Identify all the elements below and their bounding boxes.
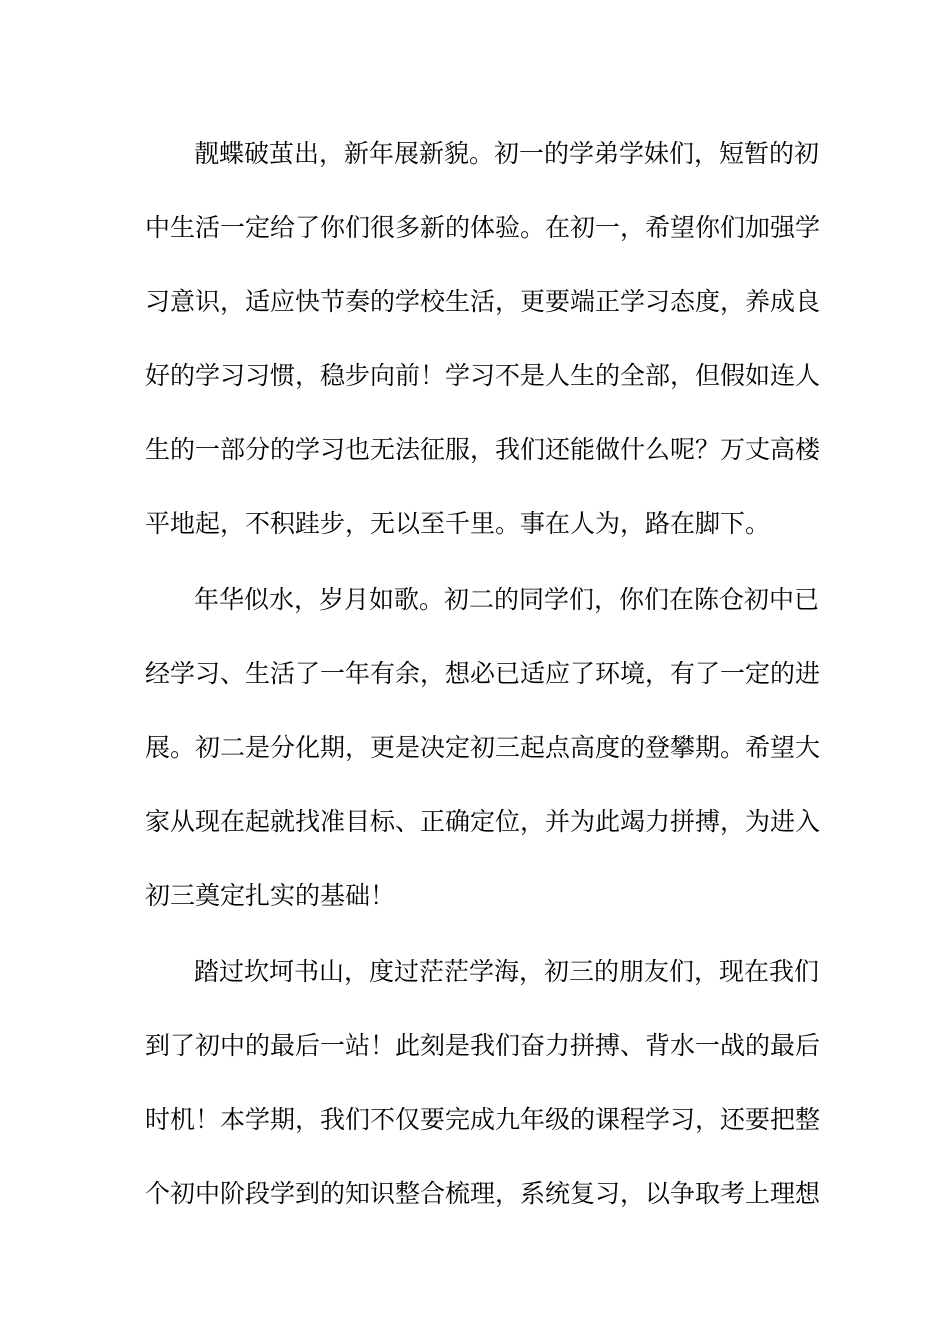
paragraph-2-line-1: 年华似水，岁月如歌。初二的同学们，你们在陈仓初中已 bbox=[194, 585, 820, 614]
paragraph-2-line-3: 展。初二是分化期，更是决定初三起点高度的登攀期。希望大 bbox=[145, 733, 821, 762]
paragraph-3-line-3: 时机！本学期，我们不仅要完成九年级的课程学习，还要把整 bbox=[145, 1105, 821, 1134]
paragraph-1-line-1: 靓蝶破茧出，新年展新貌。初一的学弟学妹们，短暂的初 bbox=[194, 139, 820, 168]
paragraph-2-line-4: 家从现在起就找准目标、正确定位，并为此竭力拼搏，为进入 bbox=[145, 807, 821, 836]
paragraph-3-line-2: 到了初中的最后一站！此刻是我们奋力拼搏、背水一战的最后 bbox=[145, 1031, 821, 1060]
paragraph-1-line-5: 生的一部分的学习也无法征服，我们还能做什么呢？万丈高楼 bbox=[145, 435, 821, 464]
paragraph-1-line-3: 习意识，适应快节奏的学校生活，更要端正学习态度，养成良 bbox=[145, 287, 821, 316]
paragraph-1-line-6: 平地起，不积跬步，无以至千里。事在人为，路在脚下。 bbox=[145, 509, 771, 538]
paragraph-2-line-2: 经学习、生活了一年有余，想必已适应了环境，有了一定的进 bbox=[145, 659, 821, 688]
paragraph-3-line-4: 个初中阶段学到的知识整合梳理，系统复习，以争取考上理想 bbox=[145, 1179, 821, 1208]
paragraph-1-line-4: 好的学习习惯，稳步向前！学习不是人生的全部，但假如连人 bbox=[145, 361, 821, 390]
paragraph-1-line-2: 中生活一定给了你们很多新的体验。在初一，希望你们加强学 bbox=[145, 213, 821, 242]
paragraph-2-line-5: 初三奠定扎实的基础！ bbox=[145, 881, 396, 910]
paragraph-3-line-1: 踏过坎坷书山，度过茫茫学海，初三的朋友们，现在我们 bbox=[194, 957, 820, 986]
